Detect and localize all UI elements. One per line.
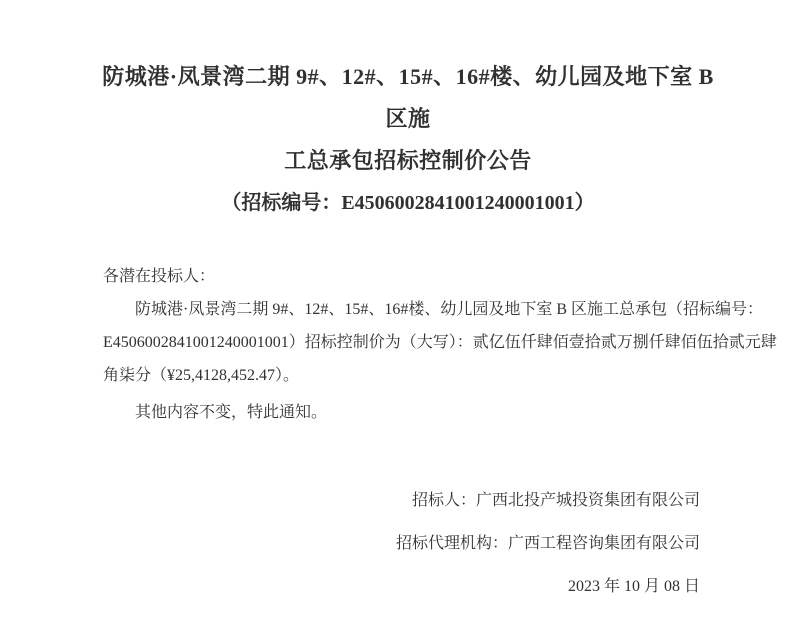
salutation-line: 各潜在投标人： <box>103 268 216 285</box>
body-paragraph-line-3: 角柒分（¥25,4128,452.47）。 <box>103 367 300 384</box>
date-line: 2023 年 10 月 08 日 <box>567 578 700 595</box>
signature-block <box>0 479 700 608</box>
document-body <box>103 260 777 429</box>
body-paragraph-line-1: 防城港·凤景湾二期 9#、12#、15#、16#楼、幼儿园及地下室 B 区施工总承包（招标编号： <box>135 301 764 318</box>
tenderee-line: 招标人：广西北投产城投资集团有限公司 <box>411 492 700 509</box>
body-paragraph-line-2: E4506002841001240001001）招标控制价为（大写）：贰亿伍仟肆佰壹拾贰万捌仟肆佰伍拾贰元肆 <box>103 334 777 351</box>
document-title-line-2: 工总承包招标控制价公告 <box>284 148 532 173</box>
notice-line: 其他内容不变，特此通知。 <box>135 404 328 421</box>
document-title-line-1: 防城港·凤景湾二期 9#、12#、15#、16#楼、幼儿园及地下室 B 区施 <box>102 64 714 131</box>
tender-number-line: （招标编号：E4506002841001240001001） <box>221 192 595 214</box>
agency-line: 招标代理机构：广西工程咨询集团有限公司 <box>395 535 700 552</box>
document-header <box>0 0 800 224</box>
document-title <box>90 56 726 182</box>
